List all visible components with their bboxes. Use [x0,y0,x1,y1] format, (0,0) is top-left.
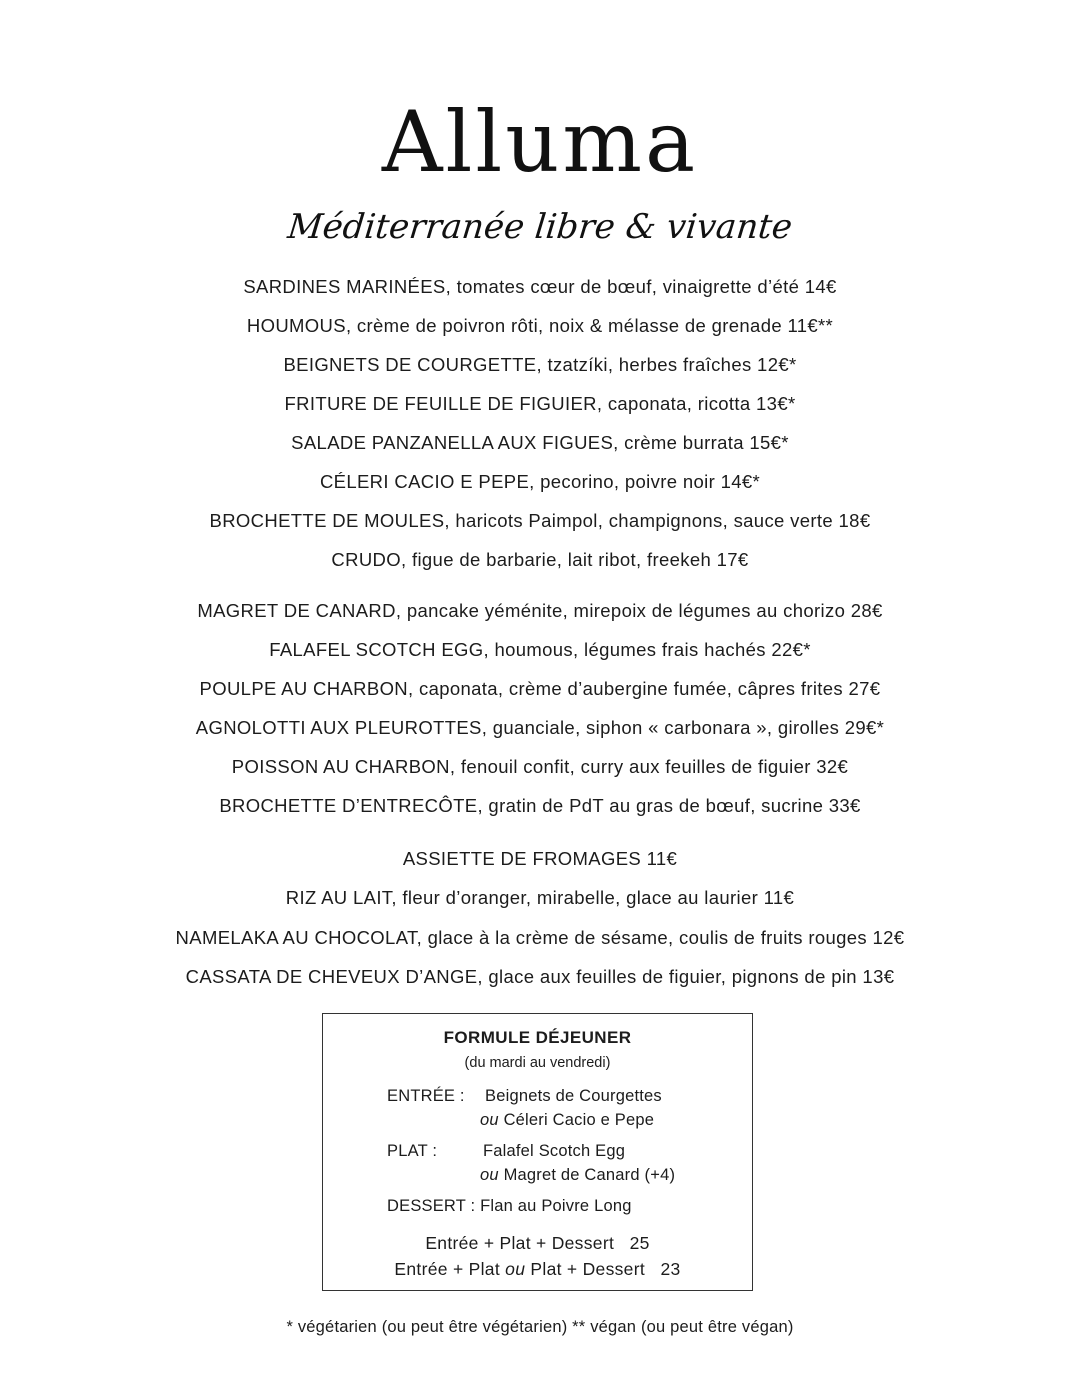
plat-option: Falafel Scotch Egg [483,1142,626,1160]
menu-item: FALAFEL SCOTCH EGG, houmous, légumes frais hachés 22€* [269,639,811,660]
entree-alternative [480,1111,654,1130]
menu-item: CÉLERI CACIO E PEPE, pecorino, poivre noir 14€* [319,471,761,492]
menu-item: NAMELAKA AU CHOCOLAT, glace à la crème de sésame, coulis de fruits rouges 12€ [175,926,905,948]
or-word: ou [480,1166,499,1184]
price-line [323,1233,752,1254]
mains-list [0,591,1080,825]
menu-item: MAGRET DE CANARD, pancake yéménite, mirepoix de légumes au chorizo 28€ [197,600,883,621]
menu-item: SARDINES MARINÉES, tomates cœur de bœuf, vinaigrette d’été 14€ [243,276,837,297]
price-value: 23 [660,1259,681,1279]
desserts-list [0,839,1080,996]
dietary-footnote: * végétarien (ou peut être végétarien) ** végan (ou peut être végan) [286,1318,794,1336]
plat-option: Magret de Canard (+4) [503,1166,676,1184]
menu-item: POULPE AU CHARBON, caponata, crème d’aubergine fumée, câpres frites 27€ [199,678,881,699]
dessert-label: DESSERT : [387,1197,476,1215]
menu-item: BROCHETTE DE MOULES, haricots Paimpol, champignons, sauce verte 18€ [209,510,871,531]
entree-option: Céleri Cacio e Pepe [503,1111,655,1129]
plat-label: PLAT : [387,1142,438,1160]
menu-item: CASSATA DE CHEVEUX D’ANGE, glace aux feuilles de figuier, pignons de pin 13€ [185,965,895,987]
restaurant-name: Alluma [381,93,699,191]
price-value: 25 [629,1233,650,1253]
price-line-label: Entrée + Plat + Dessert [425,1233,615,1253]
menu-item: RIZ AU LAIT, fleur d’oranger, mirabelle, glace au laurier 11€ [285,887,795,909]
restaurant-tagline: Méditerranée libre & vivante [285,207,795,247]
menu-item: FRITURE DE FEUILLE DE FIGUIER, caponata, ricotta 13€* [284,393,796,414]
starters-list [0,267,1080,579]
dessert-line [387,1197,632,1216]
menu-item: ASSIETTE DE FROMAGES 11€ [402,848,678,869]
or-word: ou [480,1111,499,1129]
menu-item: AGNOLOTTI AUX PLEUROTTES, guanciale, siphon « carbonara », girolles 29€* [195,717,885,738]
menu-item: BEIGNETS DE COURGETTE, tzatzíki, herbes fraîches 12€* [283,354,797,375]
price-line-label: Plat + Dessert [530,1259,645,1279]
menu-item: HOUMOUS, crème de poivron rôti, noix & mélasse de grenade 11€** [246,315,834,336]
menu-item: SALADE PANZANELLA AUX FIGUES, crème burrata 15€* [291,432,789,453]
entree-option: Beignets de Courgettes [485,1087,662,1105]
lunch-formula-box [322,1013,753,1291]
dessert-option: Flan au Poivre Long [480,1197,632,1215]
menu-item: CRUDO, figue de barbarie, lait ribot, freekeh 17€ [331,549,749,570]
lunch-formula-title: FORMULE DÉJEUNER [443,1028,632,1047]
menu-item: POISSON AU CHARBON, fenouil confit, curry aux feuilles de figuier 32€ [231,756,849,777]
lunch-formula-days: (du mardi au vendredi) [464,1055,611,1071]
or-word: ou [505,1259,526,1279]
plat-alternative [480,1166,675,1185]
entree-label: ENTRÉE : [387,1087,465,1105]
menu-item: BROCHETTE D’ENTRECÔTE, gratin de PdT au gras de bœuf, sucrine 33€ [219,795,861,816]
price-line-label: Entrée + Plat [394,1259,500,1279]
price-line [323,1259,752,1280]
